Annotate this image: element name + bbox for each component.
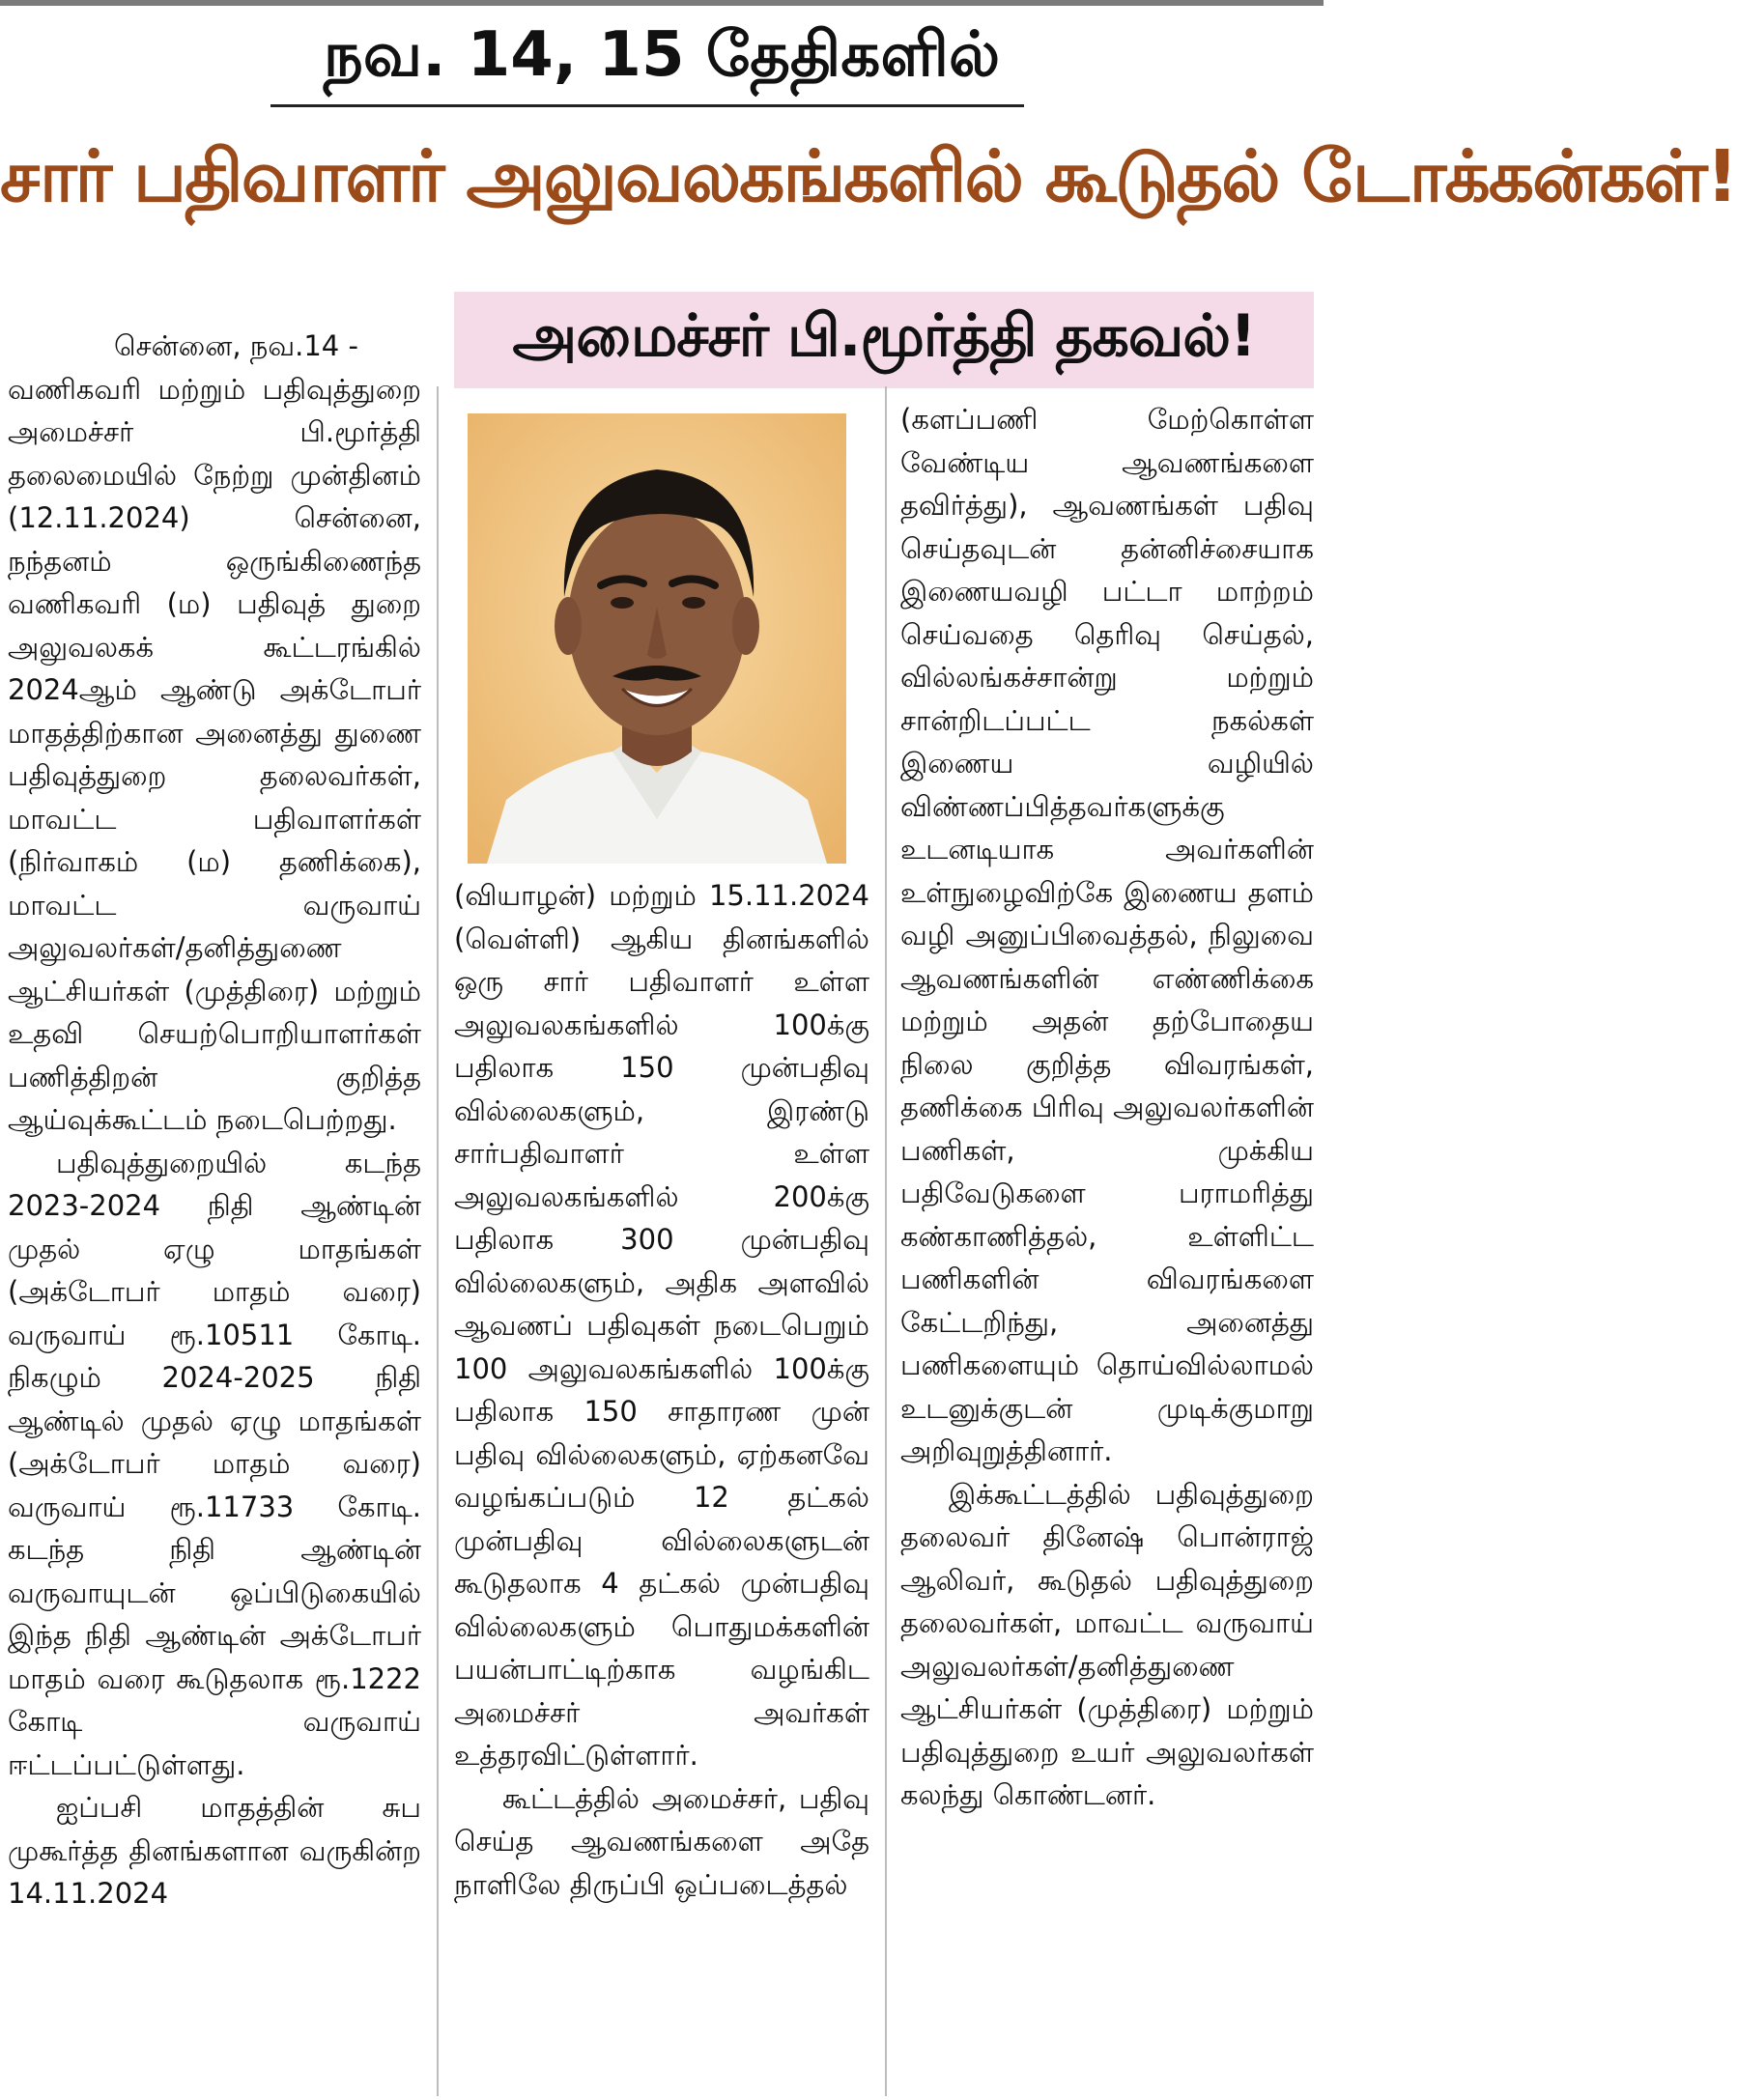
column-divider-right: [885, 386, 887, 2096]
kicker-heading: நவ. 14, 15 தேதிகளில்: [323, 19, 1001, 91]
column-divider-left: [437, 386, 439, 2096]
paragraph: பதிவுத்துறையில் கடந்த 2023-2024 நிதி ஆண்டின் முதல் ஏழு மாதங்கள் (அக்டோபர் மாதம் வரை) வருவாய் ரூ.10511 கோடி. நிகழும் 2024-2025 நிதி ஆண்டில் முதல் ஏழு மாதங்கள் (அக்டோபர் மாதம் வரை) வருவாய் ரூ.11733 கோடி. கடந்த நிதி ஆண்டின் வருவாயுடன் ஒப்பிடுகையில் இந்த நிதி ஆண்டின் அக்டோபர் மாதம் வரை கூடுதலாக ரூ.1222 கோடி வருவாய் ஈட்டப்பட்டுள்ளது.: [8, 1146, 421, 1781]
subheadline: அமைச்சர் பி.மூர்த்தி தகவல்!: [512, 302, 1256, 370]
dateline: சென்னை, நவ.14 -: [114, 329, 358, 362]
portrait-photo-icon: [468, 413, 846, 864]
article-column-2: [454, 874, 869, 2097]
subheadline-band: [454, 292, 1314, 388]
article-column-3: [900, 398, 1314, 2097]
headline: சார் பதிவாளர் அலுவலகங்களில் கூடுதல் டோக்கன்கள்!: [0, 135, 1737, 218]
kicker-underline: [271, 104, 1024, 107]
paragraph: இக்கூட்டத்தில் பதிவுத்துறை தலைவர் தினேஷ் பொன்ராஜ் ஆலிவர், கூடுதல் பதிவுத்துறை தலைவர்கள், மாவட்ட வருவாய் அலுவலர்கள்/தனித்துணை ஆட்சியர்கள் (முத்திரை) மற்றும் பதிவுத்துறை உயர் அலுவலர்கள் கலந்து கொண்டனர்.: [900, 1477, 1314, 1811]
paragraph: ஐப்பசி மாதத்தின் சுப முகூர்த்த தினங்களான வருகின்ற 14.11.2024: [8, 1791, 421, 1910]
top-border-line: [0, 0, 1324, 6]
paragraph: கூட்டத்தில் அமைச்சர், பதிவு செய்த ஆவணங்களை அதே நாளிலே திருப்பி ஒப்படைத்தல்: [454, 1781, 869, 1901]
paragraph: வணிகவரி மற்றும் பதிவுத்துறை அமைச்சர் பி.மூர்த்தி தலைமையில் நேற்று முன்தினம் (12.11.2024) சென்னை, நந்தனம் ஒருங்கிணைந்த வணிகவரி (ம) பதிவுத் துறை அலுவலகக் கூட்டரங்கில் 2024ஆம் ஆண்டு அக்டோபர் மாதத்திற்கான அனைத்து துணை பதிவுத்துறை தலைவர்கள், மாவட்ட பதிவாளர்கள் (நிர்வாகம் (ம) தணிக்கை), மாவட்ட வருவாய் அலுவலர்கள்/தனித்துணை ஆட்சியர்கள் (முத்திரை) மற்றும் உதவி செயற்பொறியாளர்கள் பணித்திறன் குறித்த ஆய்வுக்கூட்டம் நடைபெற்றது.: [8, 372, 421, 1136]
paragraph: (களப்பணி மேற்கொள்ள வேண்டிய ஆவணங்களை தவிர்த்து), ஆவணங்கள் பதிவு செய்தவுடன் தன்னிச்சையாக இணையவழி பட்டா மாற்றம் செய்வதை தெரிவு செய்தல், வில்லங்கச்சான்று மற்றும் சான்றிடப்பட்ட நகல்கள் இணைய வழியில் விண்ணப்பித்தவர்களுக்கு உடனடியாக அவர்களின் உள்நுழைவிற்கே இணைய தளம் வழி அனுப்பிவைத்தல், நிலுவை ஆவணங்களின் எண்ணிக்கை மற்றும் அதன் தற்போதைய நிலை குறித்த விவரங்கள், தணிக்கை பிரிவு அலுவலர்களின் பணிகள், முக்கிய பதிவேடுகளை பராமரித்து கண்காணித்தல், உள்ளிட்ட பணிகளின் விவரங்களை கேட்டறிந்து, அனைத்து பணிகளையும் தொய்வில்லாமல் உடனுக்குடன் முடிக்குமாறு அறிவுறுத்தினார்.: [900, 403, 1314, 1467]
article-column-1: [8, 325, 421, 2097]
paragraph: (வியாழன்) மற்றும் 15.11.2024 (வெள்ளி) ஆகிய தினங்களில் ஒரு சார் பதிவாளர் உள்ள அலுவலகங்களில் 100க்கு பதிலாக 150 முன்பதிவு வில்லைகளும், இரண்டு சார்பதிவாளர் உள்ள அலுவலகங்களில் 200க்கு பதிலாக 300 முன்பதிவு வில்லைகளும், அதிக அளவில் ஆவணப் பதிவுகள் நடைபெறும் 100 அலுவலகங்களில் 100க்கு பதிலாக 150 சாதாரண முன் பதிவு வில்லைகளும், ஏற்கனவே வழங்கப்படும் 12 தட்கல் முன்பதிவு வில்லைகளுடன் கூடுதலாக 4 தட்கல் முன்பதிவு வில்லைகளும் பொதுமக்களின் பயன்பாட்டிற்காக வழங்கிட அமைச்சர் அவர்கள் உத்தரவிட்டுள்ளார்.: [454, 879, 869, 1772]
